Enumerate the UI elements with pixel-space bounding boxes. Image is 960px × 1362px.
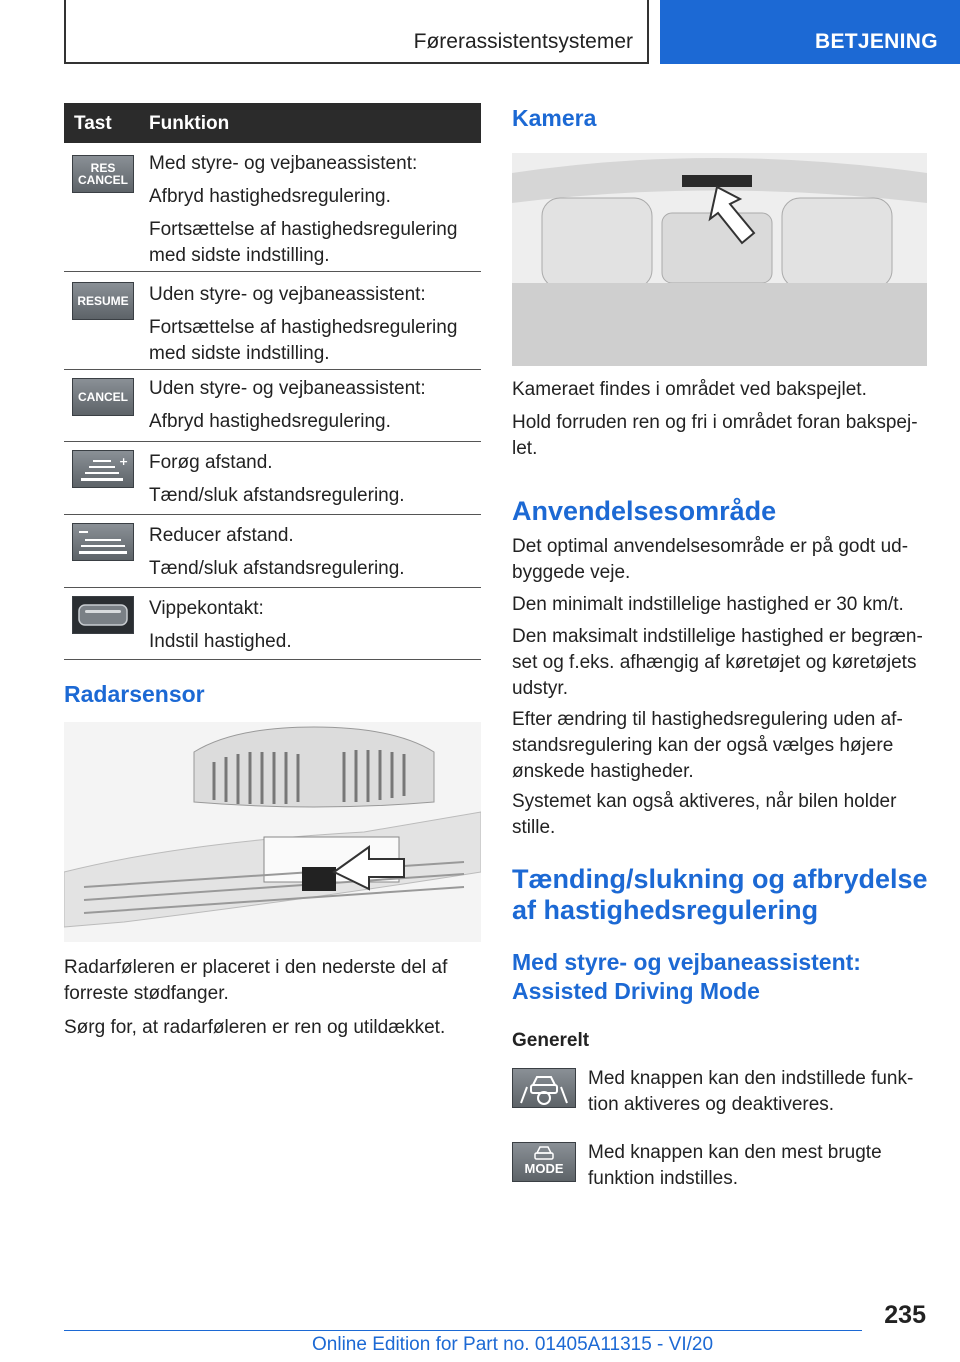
table-row [64, 370, 481, 442]
radar-heading: Radarsensor [64, 681, 205, 707]
table-cell: Med styre- og vejbaneassistent: [149, 153, 418, 174]
table-cell: Tænd/sluk afstandsregulering. [149, 558, 405, 579]
radar-paragraph-2: Sørg for, at radarføleren er ren og utildækket. [64, 1017, 446, 1038]
table-row [64, 272, 481, 370]
button1-description: Med knappen kan den indstillede funktion aktiveres og deaktiveres. [588, 1068, 914, 1115]
table-cell: Indstil hastighed. [149, 631, 292, 652]
table-cell: Forøg afstand. [149, 452, 273, 473]
camera-location-illustration [512, 153, 927, 366]
distance-increase-icon [72, 450, 134, 488]
general-label: Generelt [512, 1030, 590, 1051]
assisted-driving-button-icon [512, 1068, 576, 1108]
mode-button-icon [512, 1142, 576, 1182]
footer-divider [64, 1330, 862, 1331]
header-chapter-tab: BETJENING [660, 0, 960, 64]
radar-paragraph-1: Radarføleren er placeret i den nederste del af forreste stødfanger. [64, 957, 448, 1004]
table-row [64, 515, 481, 588]
page-number: 235 [884, 1301, 926, 1329]
toggle-subheading: Med styre- og vejbaneassistent: Assisted Driving Mode [512, 949, 861, 1004]
button2-description: Med knappen kan den mest brugte funktion indstilles. [588, 1142, 882, 1189]
camera-paragraph-2: Hold forruden ren og fri i området foran bakspejlet. [512, 412, 918, 459]
table-cell: Uden styre- og vejbaneassistent: [149, 378, 426, 399]
resume-button-icon: RESUME [72, 282, 134, 320]
usage-paragraph-2: Den minimalt indstillelige hastighed er 30 km/t. [512, 594, 904, 615]
table-cell: Tænd/sluk afstandsregulering. [149, 485, 405, 506]
distance-decrease-icon [72, 523, 134, 561]
rocker-switch-icon [72, 596, 134, 634]
header-section-box [64, 0, 649, 64]
table-header-key: Tast [74, 113, 112, 134]
table-cell: Fortsættelse af hastighedsregulering med sidste indstilling. [149, 317, 458, 364]
usage-paragraph-1: Det optimal anvendelsesområde er på godt udbyggede veje. [512, 536, 909, 583]
table-cell: Reducer afstand. [149, 525, 294, 546]
footer-edition: Online Edition for Part no. 01405A11315 - VI/20 [312, 1334, 714, 1355]
usage-paragraph-3: Den maksimalt indstillelige hastighed er begrænset og f.eks. afhængig af køretøjet og køretøjets udstyr. [512, 626, 923, 699]
cancel-button-icon: CANCEL [72, 378, 134, 416]
table-header-function: Funktion [149, 113, 230, 134]
usage-paragraph-4: Efter ændring til hastighedsregulering uden afstandsregulering kan der også vælges højere ønskede hastigheder. [512, 709, 903, 782]
camera-heading: Kamera [512, 105, 597, 131]
button-function-table [64, 103, 481, 660]
table-cell: Vippekontakt: [149, 598, 264, 619]
front-bumper-illustration [64, 722, 481, 942]
camera-paragraph-1: Kameraet findes i området ved bakspejlet. [512, 379, 867, 400]
table-row [64, 442, 481, 515]
table-cell: Afbryd hastighedsregulering. [149, 186, 391, 207]
toggle-heading: Tænding/slukning og afbrydelse af hastighedsregulering [512, 864, 928, 925]
mode-button-label: MODE [524, 1161, 564, 1176]
table-cell: Afbryd hastighedsregulering. [149, 411, 391, 432]
table-row [64, 588, 481, 660]
table-cell: Fortsættelse af hastighedsregulering med sidste indstilling. [149, 219, 458, 266]
usage-heading: Anvendelsesområde [512, 496, 777, 526]
svg-text:+: + [119, 455, 129, 468]
res-cancel-button-icon: RES CANCEL [72, 155, 134, 193]
table-cell: Uden styre- og vejbaneassistent: [149, 284, 426, 305]
usage-paragraph-5: Systemet kan også aktiveres, når bilen holder stille. [512, 791, 897, 838]
table-header [64, 103, 481, 143]
header-section-title: Førerassistentsystemer [413, 30, 633, 53]
table-row [64, 143, 481, 272]
